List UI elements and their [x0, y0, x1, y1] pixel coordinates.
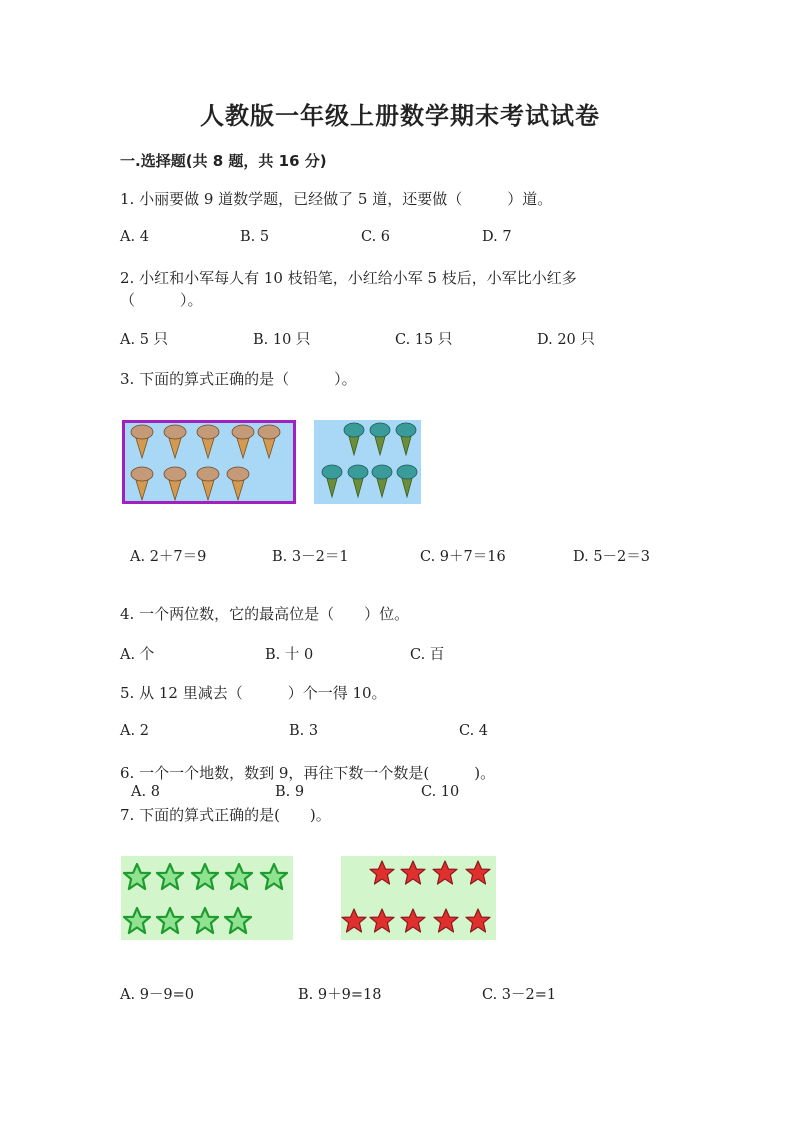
question-7: 7. 下面的算式正确的是( )。 — [120, 806, 331, 824]
question-2-blank: （ ）。 — [120, 291, 203, 309]
question-5: 5. 从 12 里减去（ ）个一得 10。 — [120, 684, 387, 702]
q3-option-d[interactable]: D. 5－2＝3 — [573, 549, 651, 565]
q4-option-c[interactable]: C. 百 — [410, 647, 445, 663]
q7-option-b[interactable]: B. 9＋9=18 — [298, 987, 382, 1003]
question-6: 6. 一个一个地数，数到 9，再往下数一个数是( )。 — [120, 764, 496, 782]
q1-option-c[interactable]: C. 6 — [361, 229, 391, 245]
q4-option-a[interactable]: A. 个 — [120, 647, 155, 663]
star-panel-left — [121, 856, 293, 940]
question-2: 2. 小红和小军每人有 10 枝铅笔，小红给小军 5 枝后，小军比小红多 — [120, 269, 577, 287]
q6-option-b[interactable]: B. 9 — [275, 784, 305, 800]
page-title: 人教版一年级上册数学期末考试试卷 — [200, 102, 600, 130]
q1-option-d[interactable]: D. 7 — [482, 229, 512, 245]
q5-option-c[interactable]: C. 4 — [459, 723, 489, 739]
ice-cream-panel-left — [122, 420, 296, 504]
question-4: 4. 一个两位数，它的最高位是（ ）位。 — [120, 605, 410, 623]
q7-option-a[interactable]: A. 9－9=0 — [120, 987, 195, 1003]
q3-option-a[interactable]: A. 2＋7＝9 — [130, 549, 207, 565]
star-panel-right — [341, 856, 496, 940]
ice-cream-panel-right — [314, 420, 421, 504]
q1-option-b[interactable]: B. 5 — [240, 229, 270, 245]
q2-option-a[interactable]: A. 5 只 — [120, 332, 169, 348]
q4-option-b[interactable]: B. 十 0 — [265, 647, 314, 663]
q2-option-c[interactable]: C. 15 只 — [395, 332, 453, 348]
ice-cream-group-7-icon — [314, 420, 421, 504]
q5-option-b[interactable]: B. 3 — [289, 723, 319, 739]
ice-cream-group-9-icon — [122, 420, 296, 504]
question-3: 3. 下面的算式正确的是（ ）。 — [120, 370, 357, 388]
q3-option-b[interactable]: B. 3－2＝1 — [272, 549, 349, 565]
q5-option-a[interactable]: A. 2 — [120, 723, 149, 739]
q3-option-c[interactable]: C. 9＋7＝16 — [420, 549, 506, 565]
q7-option-c[interactable]: C. 3－2=1 — [482, 987, 557, 1003]
q6-option-c[interactable]: C. 10 — [421, 784, 460, 800]
question-1: 1. 小丽要做 9 道数学题，已经做了 5 道，还要做（ ）道。 — [120, 190, 553, 208]
section-heading: 一.选择题(共 8 题，共 16 分) — [120, 152, 327, 170]
q6-option-a[interactable]: A. 8 — [131, 784, 160, 800]
green-stars-9-icon — [121, 856, 293, 940]
q2-option-b[interactable]: B. 10 只 — [253, 332, 311, 348]
q1-option-a[interactable]: A. 4 — [120, 229, 149, 245]
q2-option-d[interactable]: D. 20 只 — [537, 332, 595, 348]
red-stars-9-icon — [341, 856, 496, 940]
